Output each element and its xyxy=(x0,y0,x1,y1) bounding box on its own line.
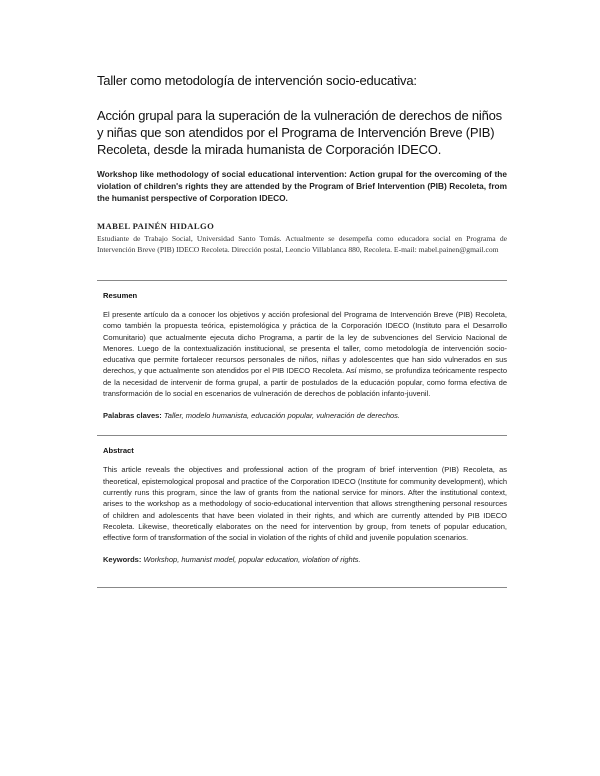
abstract-heading: Abstract xyxy=(103,446,134,456)
divider-top xyxy=(97,280,507,281)
resumen-text: El presente artículo da a conocer los objetivos y acción profesional del Programa de Intervención Breve (PIB) Recoleta, como también la propuesta teórica, epistemológica y práctica de la Corporación IDECO (Instituto para el Desarrollo Comunitario) que actualmente ejecuta dicho Programa, a partir de la ley de subvenciones del Servicio Nacional de Menores. Luego de la contextualización institucional, se presenta el taller, como metodología de intervención socio-educativa que permite fortalecer recursos personales de niños, niñas y adolescentes que han sido vulnerados en sus derechos, y que actualmente son atendidos por el PIB IDECO Recoleta. Así mismo, se profundiza teóricamente respecto de la necesidad de intervenir de forma grupal, a partir de postulados de la educación popular, como forma efectiva de transformación de lo social en escenarios de vulneración de derechos de población infanto-juvenil. xyxy=(103,310,507,399)
resumen-keywords-text: Taller, modelo humanista, educación popular, vulneración de derechos. xyxy=(163,411,401,421)
title-spanish-line1: Taller como metodología de intervención socio-educativa: xyxy=(97,73,417,88)
resumen-heading: Resumen xyxy=(103,291,138,300)
resumen-keywords xyxy=(103,410,507,421)
author-name: MABEL PAINÉN HIDALGO xyxy=(97,221,215,231)
abstract-text: This article reveals the objectives and professional action of the program of brief intervention (PIB) Recoleta, as theoretical, epistemological proposal and practice of the Corporation IDECO (Institute for community development), which currently runs this program, since the law of grants from the national service for minors. After the institutional context, arises to the workshop as a methodology of socio-educational intervention that allows strengthening personal resources of children and adolescents that have been violated in their rights, and which are currently attended by PIB IDECO Recoleta. Likewise, theoretically elaborates on the need for intervention by group, from tenets of popular education, effective form of transformation of the social in violation of the rights of child and juvenile population scenarios. xyxy=(103,465,507,543)
author-affiliation: Estudiante de Trabajo Social, Universidad Santo Tomás. Actualmente se desempeña como educadora social en Programa de Intervención Breve (PIB) IDECO Recoleta. Dirección postal, Leoncio Villablanca 880, Recoleta. E-mail: mabel.painen@gmail.com xyxy=(97,234,507,254)
abstract-keywords-text: Workshop, humanist model, popular education, violation of rights. xyxy=(143,555,361,565)
article-page xyxy=(97,60,507,588)
resumen-keywords-label: Palabras claves: xyxy=(103,411,162,421)
abstract-section xyxy=(97,446,507,565)
title-english: Workshop like methodology of social educational intervention: Action grupal for the overcoming of the violation of children's rights they are attended by the Program of Brief Intervention (PIB) Recoleta, from the humanist perspective of Corporation IDECO. xyxy=(97,169,507,203)
divider-bottom xyxy=(97,587,507,588)
title-spanish-main: Acción grupal para la superación de la vulneración de derechos de niños y niñas que son atendidos por el Programa de Intervención Breve (PIB) Recoleta, desde la mirada humanista de Corporación IDECO. xyxy=(97,108,502,157)
divider-middle xyxy=(97,435,507,436)
abstract-keywords-label: Keywords: xyxy=(103,555,142,565)
resumen-section xyxy=(97,291,507,421)
abstract-keywords xyxy=(103,554,507,565)
